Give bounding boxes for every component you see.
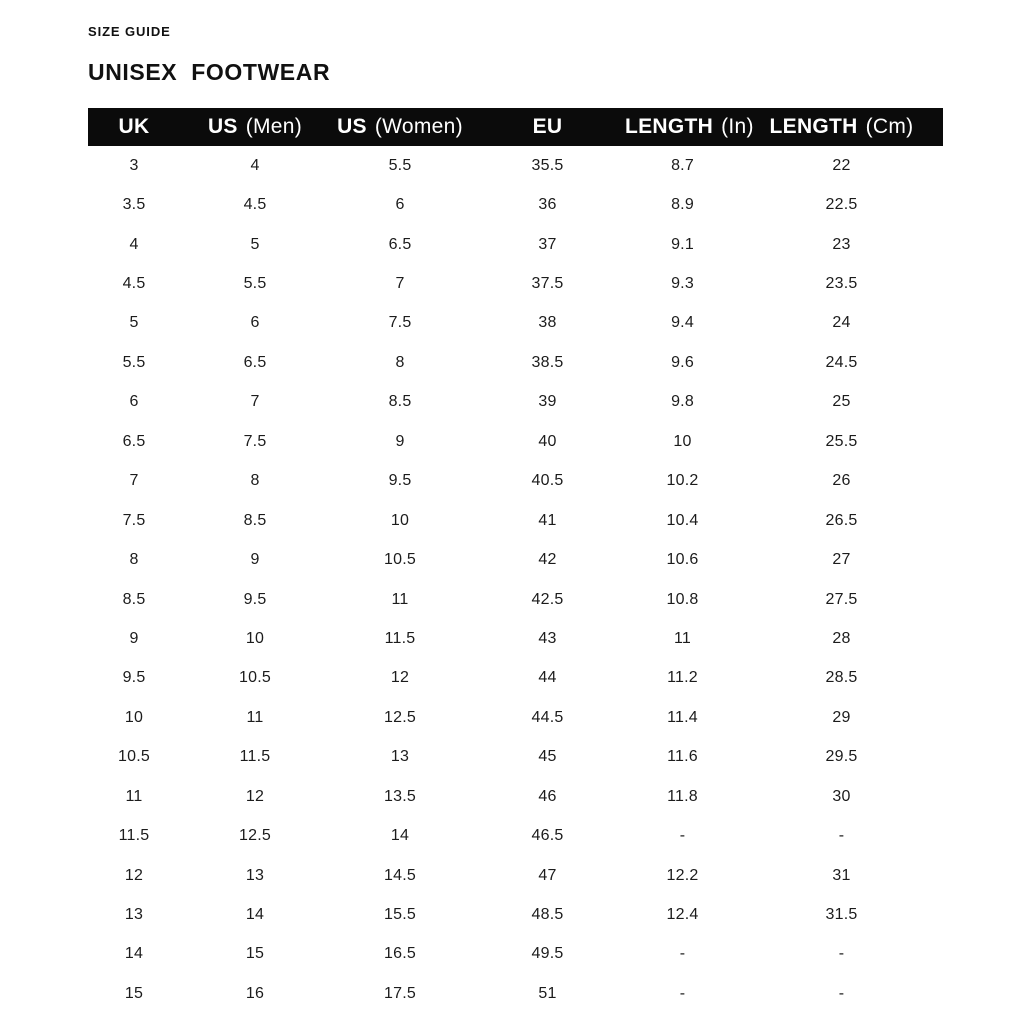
- us-women-size-cell: 14: [390, 827, 410, 845]
- us-women-size-cell: 8: [395, 353, 405, 371]
- header-length-cm: [740, 108, 943, 146]
- us-men-size-cell: 7.5: [243, 432, 267, 450]
- length-in-cell: 9.4: [671, 314, 694, 332]
- us-women-size-cell: 10.5: [384, 551, 416, 569]
- length-cm-cell: 29: [832, 708, 851, 726]
- header-length-cm-label: LENGTH: [769, 115, 858, 138]
- us-women-size-cell: 13.5: [384, 787, 416, 805]
- uk-size-cell: 7: [129, 472, 139, 490]
- length-cm-cell: 28.5: [825, 669, 858, 687]
- eu-size-cell: 37: [538, 235, 557, 253]
- page-title: UNISEX FOOTWEAR: [88, 59, 331, 85]
- us-women-size-cell: 7.5: [388, 314, 412, 332]
- us-men-size-cell: 11: [246, 708, 264, 726]
- size-row: [88, 383, 943, 422]
- length-cm-cell: 26: [832, 472, 851, 490]
- size-row: [88, 580, 943, 619]
- us-men-size-cell: 10: [245, 629, 265, 647]
- uk-size-cell: 6.5: [122, 432, 146, 450]
- uk-size-cell: 5: [129, 314, 139, 332]
- us-women-size-cell: 9: [395, 432, 405, 450]
- size-row: [88, 659, 943, 698]
- us-men-size-cell: 4: [250, 156, 260, 174]
- eu-size-cell: 44.5: [531, 708, 564, 726]
- header-length-cm-unit: (Cm): [865, 115, 914, 138]
- length-cm-cell: -: [838, 827, 845, 845]
- length-cm-cell: 23.5: [825, 275, 858, 293]
- eu-size-cell: 46.5: [531, 827, 564, 845]
- length-in-cell: 11.8: [667, 787, 698, 805]
- length-in-cell: 10.2: [666, 472, 699, 490]
- size-row: [88, 895, 943, 934]
- length-in-cell: -: [679, 984, 686, 1002]
- us-men-size-cell: 13: [245, 866, 265, 884]
- eu-size-cell: 44: [538, 669, 557, 687]
- length-cm-cell: 29.5: [825, 748, 858, 766]
- size-row: [88, 974, 943, 1013]
- eu-size-cell: 36: [538, 196, 557, 214]
- us-women-size-cell: 6.5: [388, 235, 412, 253]
- size-row: [88, 816, 943, 855]
- uk-size-cell: 3.5: [122, 196, 146, 214]
- eu-size-cell: 38: [538, 314, 557, 332]
- length-in-cell: 8.7: [671, 156, 694, 174]
- us-women-size-cell: 8.5: [388, 393, 412, 411]
- length-in-cell: -: [679, 827, 686, 845]
- us-men-size-cell: 6: [250, 314, 260, 332]
- us-women-size-cell: 17.5: [384, 984, 416, 1002]
- uk-size-cell: 14: [124, 945, 144, 963]
- header-uk-label: UK: [118, 115, 150, 138]
- eu-size-cell: 48.5: [531, 906, 564, 924]
- length-cm-cell: -: [838, 945, 845, 963]
- eu-size-cell: 46: [538, 787, 557, 805]
- header-length-in-unit: (In): [721, 115, 754, 138]
- us-women-size-cell: 12.5: [384, 708, 416, 726]
- eu-size-cell: 41: [538, 511, 557, 529]
- header-us-men-unit: (Men): [245, 115, 303, 138]
- eu-size-cell: 42.5: [531, 590, 564, 608]
- uk-size-cell: 13: [124, 906, 144, 924]
- header-us-men-label: US: [207, 115, 238, 138]
- us-men-size-cell: 5: [250, 235, 260, 253]
- uk-size-cell: 4: [129, 235, 139, 253]
- uk-size-cell: 4.5: [122, 275, 146, 293]
- eu-size-cell: 49.5: [531, 945, 564, 963]
- us-women-size-cell: 14.5: [384, 866, 416, 884]
- length-cm-cell: 22.5: [825, 196, 858, 214]
- uk-size-cell: 10.5: [118, 748, 150, 766]
- length-cm-cell: 27.5: [825, 590, 858, 608]
- size-row: [88, 935, 943, 974]
- uk-size-cell: 9.5: [122, 669, 146, 687]
- us-men-size-cell: 16: [245, 984, 265, 1002]
- length-cm-cell: 25.5: [825, 432, 858, 450]
- length-in-cell: 12.4: [666, 906, 699, 924]
- us-men-size-cell: 15: [245, 945, 265, 963]
- us-women-size-cell: 15.5: [384, 906, 416, 924]
- us-women-size-cell: 11.5: [384, 629, 416, 647]
- us-men-size-cell: 11.5: [239, 748, 271, 766]
- eu-size-cell: 38.5: [531, 353, 564, 371]
- length-in-cell: 10.8: [666, 590, 699, 608]
- length-in-cell: 10: [673, 432, 692, 450]
- length-cm-cell: 25: [832, 393, 851, 411]
- length-in-cell: 10.6: [666, 551, 699, 569]
- header-row: [88, 108, 943, 146]
- uk-size-cell: 15: [124, 984, 144, 1002]
- us-women-size-cell: 6: [395, 196, 405, 214]
- length-in-cell: 9.1: [671, 235, 694, 253]
- us-women-size-cell: 16.5: [384, 945, 416, 963]
- us-men-size-cell: 10.5: [239, 669, 271, 687]
- length-in-cell: 10.4: [666, 511, 699, 529]
- length-cm-cell: 24: [832, 314, 851, 332]
- length-cm-cell: -: [838, 984, 845, 1002]
- uk-size-cell: 8: [129, 551, 139, 569]
- uk-size-cell: 6: [129, 393, 139, 411]
- header-us-women: [330, 108, 470, 146]
- header-us-women-label: US: [337, 115, 367, 138]
- uk-size-cell: 7.5: [122, 511, 146, 529]
- size-table: [88, 108, 943, 1014]
- length-cm-cell: 28: [832, 629, 851, 647]
- eu-size-cell: 39: [538, 393, 557, 411]
- size-row: [88, 501, 943, 540]
- size-row: [88, 619, 943, 658]
- uk-size-cell: 9: [129, 629, 139, 647]
- size-row: [88, 540, 943, 579]
- header-length-in: [625, 108, 754, 146]
- length-in-cell: 11.4: [667, 708, 698, 726]
- us-men-size-cell: 12.5: [239, 827, 271, 845]
- size-table-header: [88, 108, 943, 146]
- us-men-size-cell: 5.5: [243, 275, 267, 293]
- size-row: [88, 185, 943, 224]
- us-women-size-cell: 9.5: [388, 472, 412, 490]
- us-men-size-cell: 9.5: [243, 590, 267, 608]
- size-row: [88, 738, 943, 777]
- length-cm-cell: 31.5: [825, 906, 858, 924]
- us-men-size-cell: 9: [250, 551, 260, 569]
- length-in-cell: 11: [673, 629, 691, 647]
- us-women-size-cell: 10: [390, 511, 410, 529]
- eu-size-cell: 40: [538, 432, 557, 450]
- us-women-size-cell: 11: [391, 590, 409, 608]
- length-cm-cell: 24.5: [825, 353, 858, 371]
- size-table-body: [88, 146, 943, 1014]
- header-us-men: [180, 108, 330, 146]
- size-row: [88, 777, 943, 816]
- uk-size-cell: 3: [129, 156, 139, 174]
- us-women-size-cell: 5.5: [388, 156, 412, 174]
- us-women-size-cell: 7: [395, 275, 405, 293]
- length-in-cell: -: [679, 945, 686, 963]
- eu-size-cell: 43: [538, 629, 557, 647]
- length-cm-cell: 26.5: [825, 511, 858, 529]
- us-women-size-cell: 13: [390, 748, 410, 766]
- length-cm-cell: 30: [832, 787, 851, 805]
- size-row: [88, 264, 943, 303]
- length-cm-cell: 22: [832, 156, 851, 174]
- size-row: [88, 698, 943, 737]
- header-eu-label: EU: [532, 115, 563, 138]
- length-cm-cell: 23: [832, 235, 851, 253]
- us-men-size-cell: 6.5: [243, 353, 267, 371]
- length-cm-cell: 27: [832, 551, 851, 569]
- us-men-size-cell: 14: [245, 906, 265, 924]
- size-row: [88, 343, 943, 382]
- header-uk: [88, 108, 180, 146]
- length-in-cell: 9.8: [671, 393, 694, 411]
- size-guide-label: SIZE GUIDE: [88, 24, 171, 39]
- uk-size-cell: 10: [124, 708, 144, 726]
- length-cm-cell: 31: [832, 866, 851, 884]
- uk-size-cell: 8.5: [122, 590, 146, 608]
- header-us-women-unit: (Women): [374, 115, 463, 138]
- size-row: [88, 462, 943, 501]
- length-in-cell: 9.3: [671, 275, 694, 293]
- eu-size-cell: 51: [538, 984, 557, 1002]
- length-in-cell: 9.6: [671, 353, 694, 371]
- length-in-cell: 11.2: [667, 669, 698, 687]
- size-row: [88, 225, 943, 264]
- length-in-cell: 8.9: [671, 196, 694, 214]
- us-men-size-cell: 4.5: [243, 196, 267, 214]
- us-men-size-cell: 8: [250, 472, 260, 490]
- us-men-size-cell: 12: [245, 787, 265, 805]
- us-men-size-cell: 8.5: [243, 511, 267, 529]
- size-row: [88, 146, 943, 185]
- eu-size-cell: 40.5: [531, 472, 564, 490]
- eu-size-cell: 47: [538, 866, 557, 884]
- eu-size-cell: 45: [538, 748, 557, 766]
- size-row: [88, 856, 943, 895]
- size-row: [88, 422, 943, 461]
- uk-size-cell: 11: [125, 787, 143, 805]
- us-men-size-cell: 7: [250, 393, 260, 411]
- size-row: [88, 304, 943, 343]
- length-in-cell: 11.6: [667, 748, 698, 766]
- uk-size-cell: 5.5: [122, 353, 146, 371]
- length-in-cell: 12.2: [666, 866, 699, 884]
- us-women-size-cell: 12: [390, 669, 410, 687]
- eu-size-cell: 42: [538, 551, 557, 569]
- eu-size-cell: 35.5: [531, 156, 564, 174]
- header-eu: [470, 108, 625, 146]
- uk-size-cell: 11.5: [118, 827, 150, 845]
- eu-size-cell: 37.5: [531, 275, 564, 293]
- uk-size-cell: 12: [124, 866, 144, 884]
- header-length-in-label: LENGTH: [625, 115, 714, 138]
